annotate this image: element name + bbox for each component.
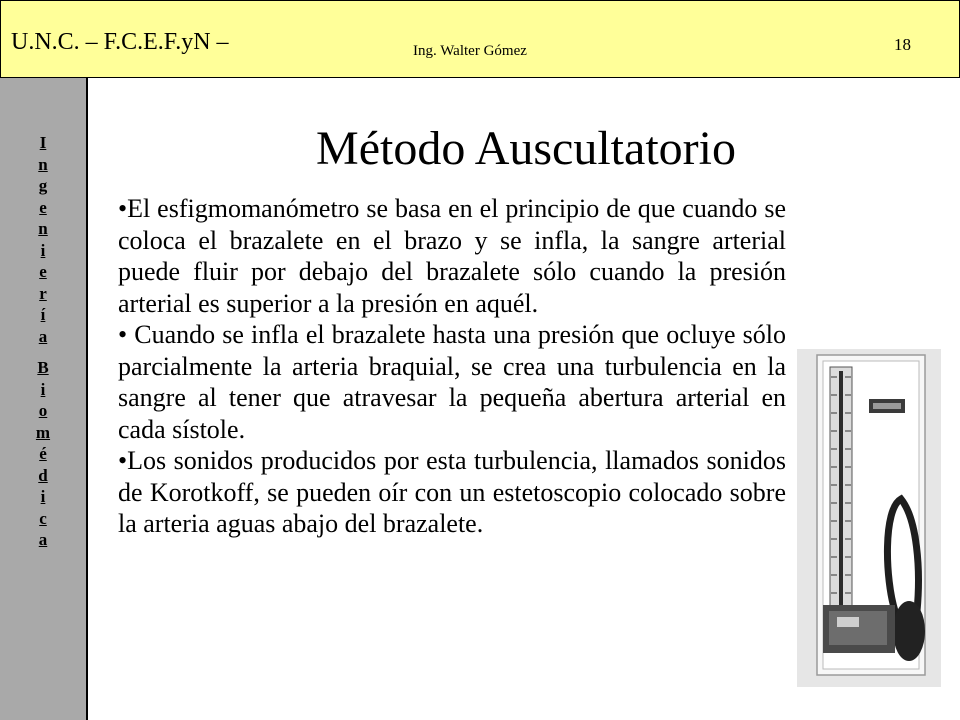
sidebar-letter: n: [38, 154, 48, 174]
sidebar-letter: I: [39, 133, 47, 152]
sidebar-letter: c: [39, 508, 47, 528]
vertical-title: [0, 132, 86, 551]
sidebar: [0, 78, 88, 720]
sphygmomanometer-photo: [797, 349, 941, 687]
sidebar-letter: a: [38, 326, 48, 346]
author-label: Ing. Walter Gómez: [413, 43, 527, 59]
sidebar-letter: i: [40, 487, 46, 506]
sidebar-letter: d: [38, 465, 48, 485]
sidebar-letter: í: [40, 305, 46, 324]
slide-title: Método Auscultatorio: [316, 122, 736, 175]
sidebar-letter: g: [38, 176, 48, 195]
slide-header: [0, 0, 960, 78]
sidebar-letter: r: [39, 283, 47, 303]
sidebar-letter: i: [40, 379, 46, 399]
sidebar-letter: e: [39, 262, 47, 281]
sidebar-letter: a: [38, 530, 48, 549]
sidebar-letter: m: [35, 422, 51, 442]
page-number: 18: [894, 35, 911, 54]
bullet-paragraph: • Cuando se infla el brazalete hasta una presión que ocluye sólo parcialmente la arteria braquial, se crea una turbulencia en la sangre al tener que atravesar la pequeña abertura arterial en cada sístole.: [118, 320, 786, 444]
sidebar-letter: é: [39, 444, 47, 463]
bullet-paragraph: •El esfigmomanómetro se basa en el principio de que cuando se coloca el brazalete en el brazo y se infla, la sangre arterial puede fluir por debajo del brazalete sólo cuando la presión arterial es superior a la presión en aquél.: [118, 194, 786, 318]
sphygmomanometer-illustration: [797, 349, 941, 687]
slide-body: [118, 193, 786, 540]
sidebar-letter: n: [38, 219, 48, 238]
sidebar-letter: i: [40, 240, 46, 260]
organization-label: U.N.C. – F.C.E.F.yN –: [11, 29, 229, 55]
sidebar-letter: o: [38, 401, 48, 420]
sidebar-letter: e: [39, 197, 47, 217]
bullet-paragraph: •Los sonidos producidos por esta turbulencia, llamados sonidos de Korotkoff, se pueden oír con un estetoscopio colocado sobre la arteria aguas abajo del brazalete.: [118, 446, 786, 538]
sidebar-letter: B: [37, 358, 49, 377]
